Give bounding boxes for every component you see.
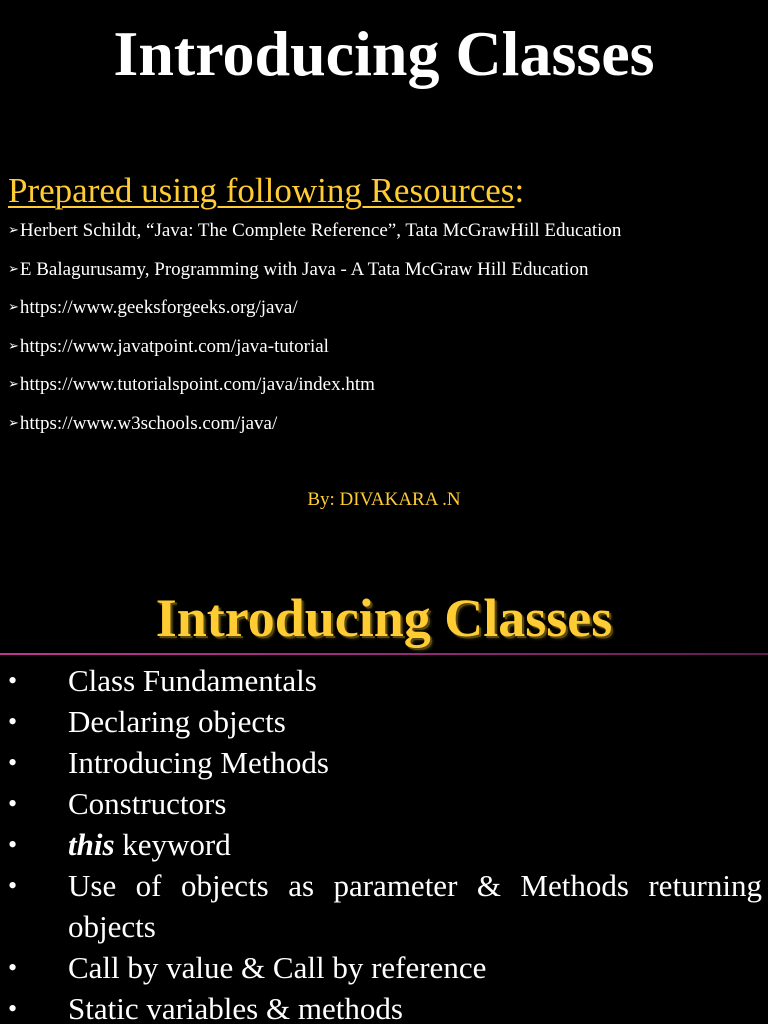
topic-item bbox=[0, 988, 768, 1024]
arrow-bullet-icon: ➢ bbox=[8, 377, 19, 392]
round-bullet-icon: • bbox=[8, 666, 18, 695]
resource-item bbox=[8, 411, 621, 450]
arrow-bullet-icon: ➢ bbox=[8, 223, 19, 238]
title-divider bbox=[0, 653, 768, 655]
round-bullet-icon: • bbox=[8, 830, 18, 859]
round-bullet-icon: • bbox=[8, 953, 18, 982]
resource-text: E Balagurusamy, Programming with Java - A Tata McGraw Hill Education bbox=[19, 258, 589, 280]
topic-item bbox=[0, 783, 768, 824]
resource-item bbox=[8, 257, 621, 296]
author-credit: By: DIVAKARA .N bbox=[307, 489, 461, 510]
resource-item bbox=[8, 218, 621, 257]
round-bullet-icon: • bbox=[8, 748, 18, 777]
resources-heading-text: Prepared using following Resources bbox=[8, 171, 515, 210]
resources-heading-colon: : bbox=[514, 171, 525, 210]
slide1-title: Introducing Classes bbox=[113, 18, 655, 89]
topic-item bbox=[0, 742, 768, 783]
topic-text: Declaring objects bbox=[68, 704, 286, 739]
round-bullet-icon: • bbox=[8, 707, 18, 736]
topic-text: Use of objects as parameter & Methods returning objects bbox=[68, 868, 762, 944]
resource-list bbox=[8, 218, 621, 449]
round-bullet-icon: • bbox=[8, 871, 18, 900]
resource-item bbox=[8, 372, 621, 411]
arrow-bullet-icon: ➢ bbox=[8, 300, 19, 315]
topic-item-this-keyword bbox=[0, 824, 768, 865]
resource-link: https://www.geeksforgeeks.org/java/ bbox=[19, 297, 298, 318]
arrow-bullet-icon: ➢ bbox=[8, 338, 19, 354]
topic-item bbox=[0, 865, 768, 947]
resource-item bbox=[8, 334, 621, 373]
resource-item bbox=[8, 295, 621, 334]
resources-heading bbox=[8, 170, 524, 212]
topic-text: Call by value & Call by reference bbox=[68, 950, 487, 985]
resource-link: https://www.tutorialspoint.com/java/index.htm bbox=[19, 374, 375, 395]
topic-item bbox=[0, 660, 768, 701]
resource-link: https://www.w3schools.com/java/ bbox=[19, 412, 278, 434]
this-keyword-emphasis: this bbox=[68, 827, 115, 862]
round-bullet-icon: • bbox=[8, 789, 18, 818]
topic-item bbox=[0, 947, 768, 988]
topic-item bbox=[0, 701, 768, 742]
topic-text: Class Fundamentals bbox=[68, 663, 317, 698]
topic-text: Introducing Methods bbox=[68, 745, 329, 780]
slide2-title: Introducing Classes bbox=[155, 588, 613, 648]
arrow-bullet-icon: ➢ bbox=[8, 415, 19, 431]
round-bullet-icon: • bbox=[8, 994, 18, 1023]
topic-text: Static variables & methods bbox=[68, 991, 403, 1024]
topic-text: Constructors bbox=[68, 786, 227, 821]
arrow-bullet-icon: ➢ bbox=[8, 261, 19, 277]
resource-text: Herbert Schildt, “Java: The Complete Reference”, Tata McGrawHill Education bbox=[19, 220, 622, 241]
topic-text: keyword bbox=[114, 827, 231, 862]
resource-link: https://www.javatpoint.com/java-tutorial bbox=[19, 335, 329, 357]
topic-list bbox=[0, 660, 768, 1024]
